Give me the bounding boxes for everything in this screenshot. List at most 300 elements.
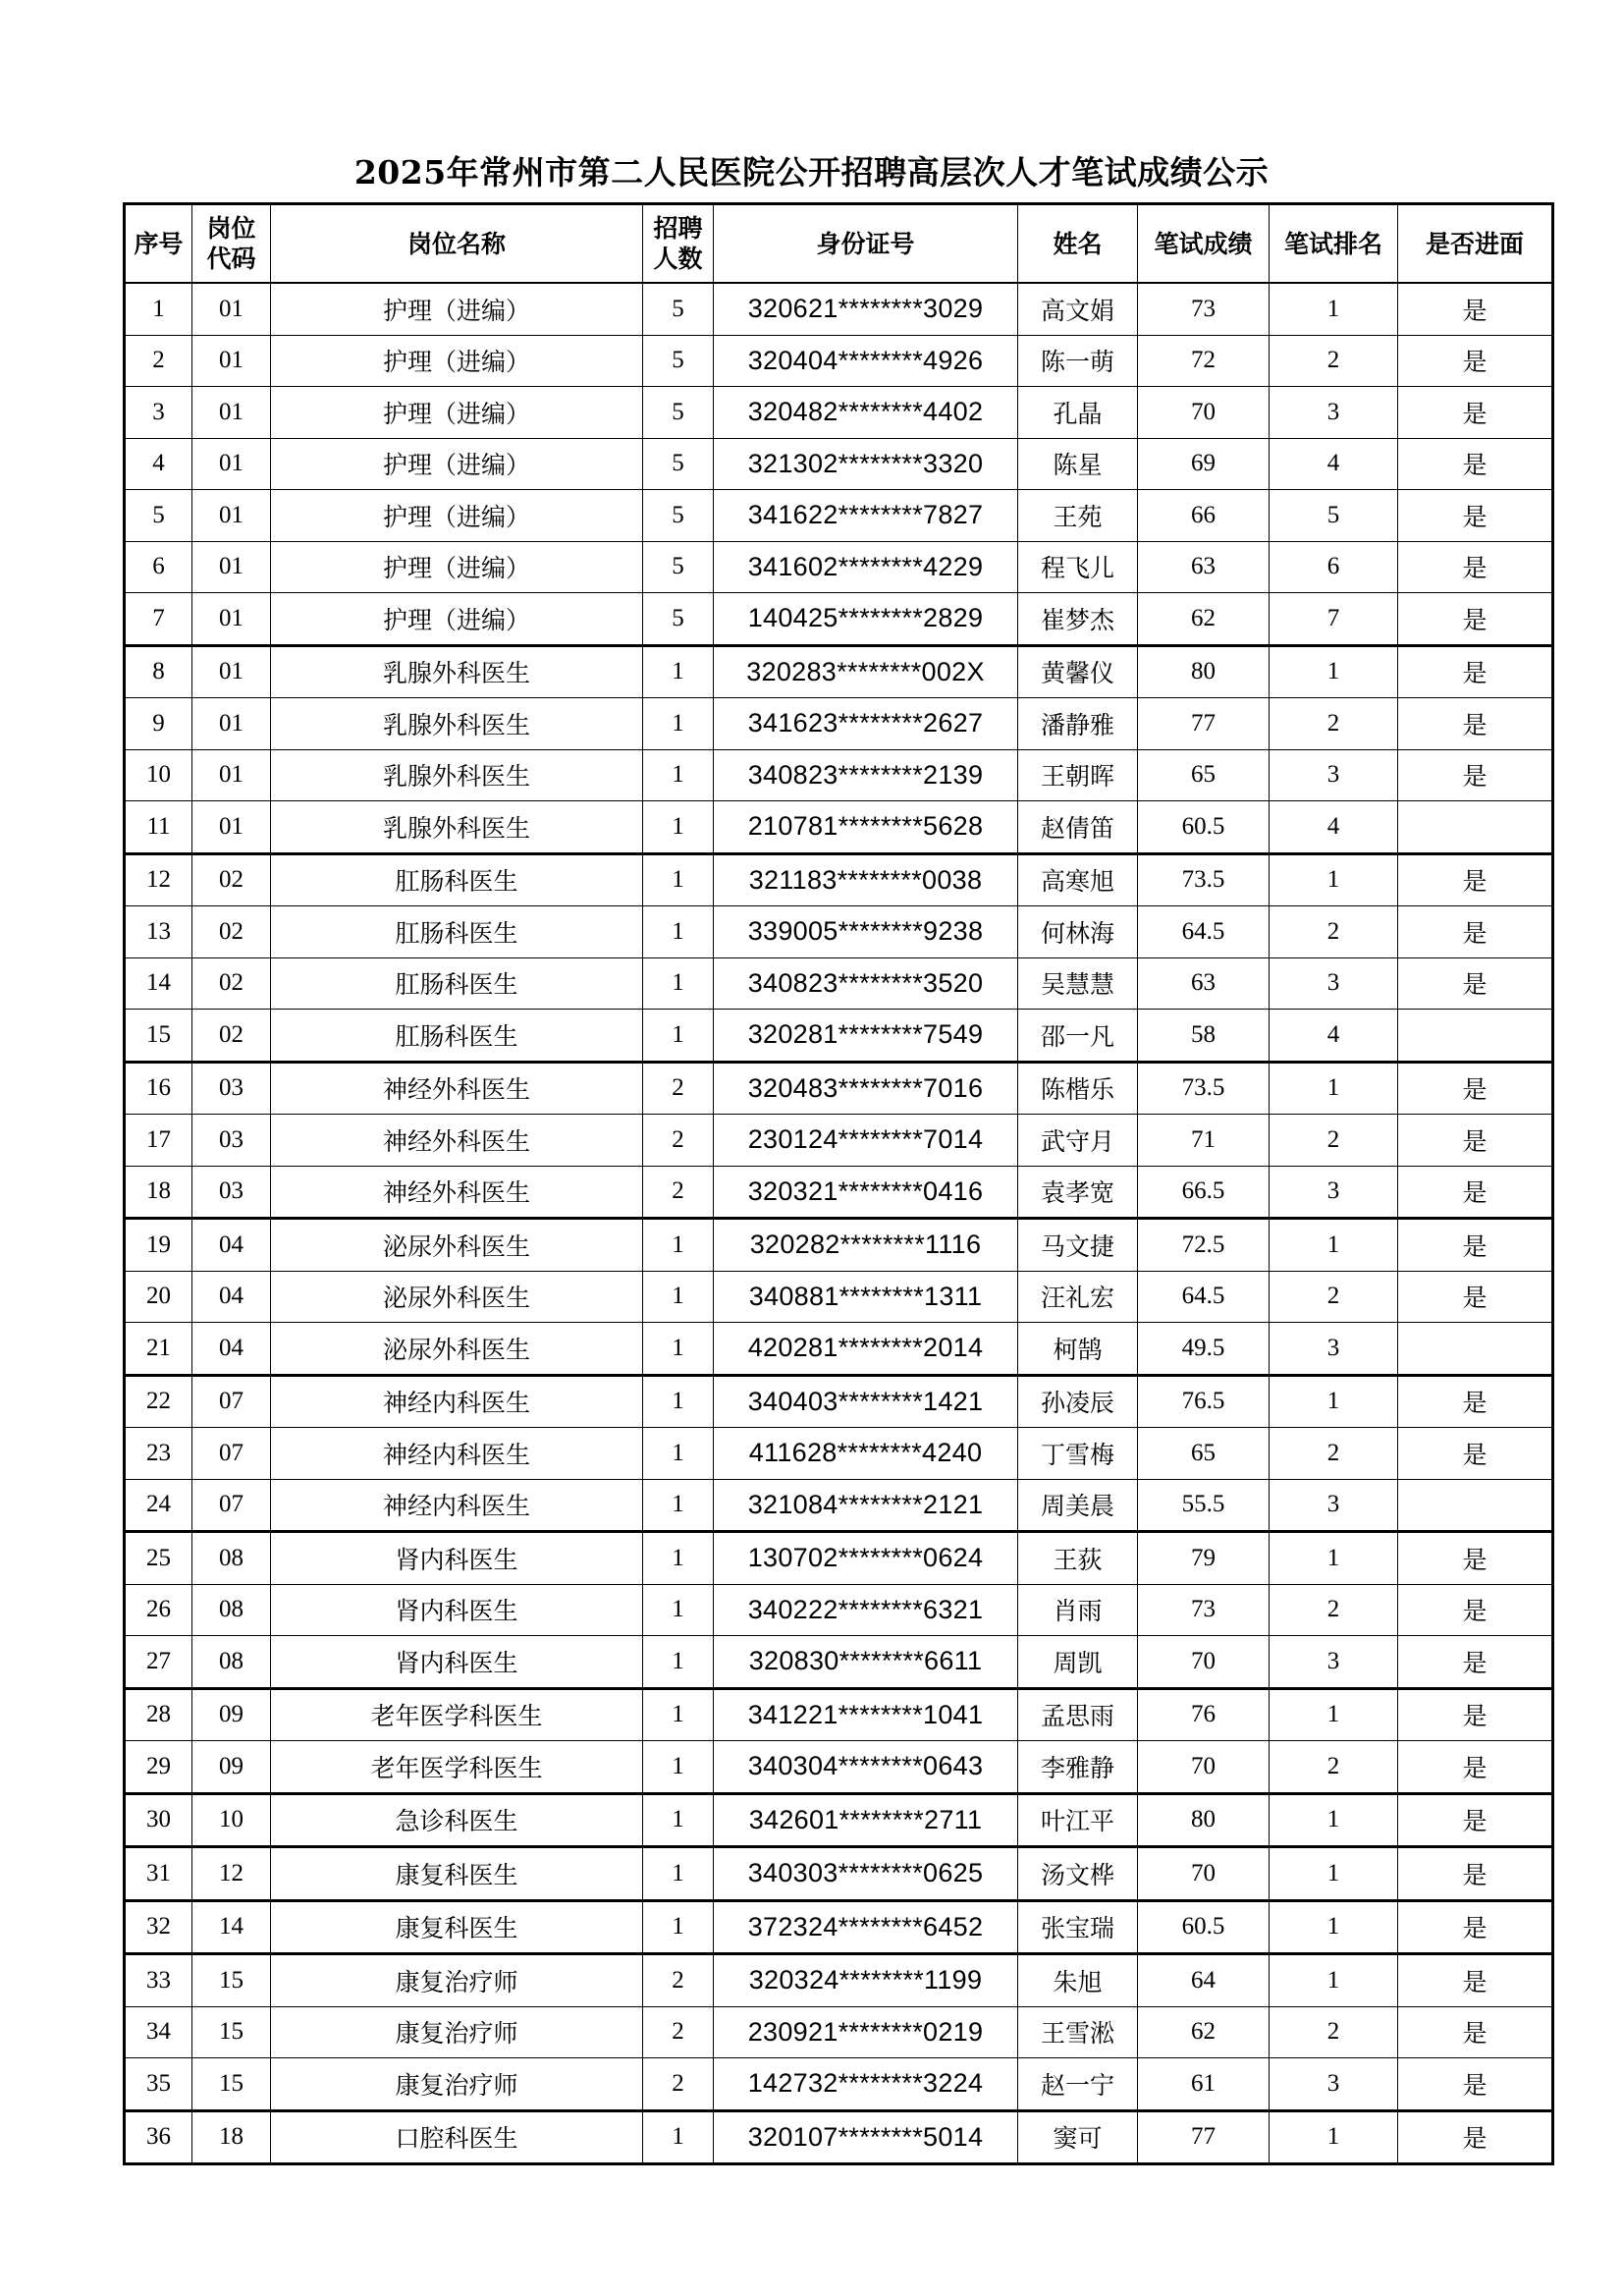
cell-name: 朱旭 [1018, 1954, 1138, 2007]
cell-rank: 3 [1270, 1166, 1398, 1219]
table-row [125, 2058, 1553, 2111]
cell-name: 崔梦杰 [1018, 593, 1138, 646]
table-row [125, 1954, 1553, 2007]
cell-score: 73.5 [1138, 853, 1270, 906]
cell-name: 王朝晖 [1018, 749, 1138, 801]
cell-id-number: 341623********2627 [714, 698, 1018, 750]
cell-interview: 是 [1398, 698, 1553, 750]
cell-score: 72 [1138, 335, 1270, 387]
cell-hires: 1 [643, 2110, 714, 2164]
cell-id-number: 341622********7827 [714, 490, 1018, 542]
cell-name: 丁雪梅 [1018, 1428, 1138, 1480]
cell-score: 72.5 [1138, 1219, 1270, 1272]
cell-rank: 1 [1270, 645, 1398, 698]
cell-post-name: 神经外科医生 [271, 1115, 643, 1167]
cell-hires: 5 [643, 490, 714, 542]
cell-seq: 1 [125, 283, 192, 335]
table-row [125, 1375, 1553, 1428]
cell-rank: 3 [1270, 957, 1398, 1010]
cell-name: 陈星 [1018, 438, 1138, 490]
cell-id-number: 411628********4240 [714, 1428, 1018, 1480]
cell-post-name: 乳腺外科医生 [271, 801, 643, 854]
cell-rank: 2 [1270, 1584, 1398, 1636]
table-row [125, 438, 1553, 490]
cell-id-number: 339005********9238 [714, 906, 1018, 958]
cell-id-number: 341221********1041 [714, 1688, 1018, 1741]
cell-name: 叶江平 [1018, 1793, 1138, 1847]
cell-seq: 8 [125, 645, 192, 698]
header-name: 姓名 [1018, 204, 1138, 284]
cell-seq: 9 [125, 698, 192, 750]
cell-name: 柯鹄 [1018, 1323, 1138, 1376]
table-row [125, 283, 1553, 335]
cell-id-number: 210781********5628 [714, 801, 1018, 854]
cell-rank: 3 [1270, 1636, 1398, 1689]
cell-rank: 1 [1270, 1219, 1398, 1272]
cell-interview: 是 [1398, 1271, 1553, 1323]
cell-name: 肖雨 [1018, 1584, 1138, 1636]
table-row [125, 593, 1553, 646]
cell-hires: 2 [643, 2058, 714, 2111]
cell-seq: 10 [125, 749, 192, 801]
cell-post-code: 01 [192, 645, 271, 698]
cell-post-name: 神经外科医生 [271, 1166, 643, 1219]
cell-score: 80 [1138, 645, 1270, 698]
cell-seq: 12 [125, 853, 192, 906]
cell-score: 63 [1138, 957, 1270, 1010]
cell-name: 高文娟 [1018, 283, 1138, 335]
cell-hires: 2 [643, 1115, 714, 1167]
cell-hires: 5 [643, 438, 714, 490]
cell-id-number: 340881********1311 [714, 1271, 1018, 1323]
cell-hires: 1 [643, 1688, 714, 1741]
cell-name: 马文捷 [1018, 1219, 1138, 1272]
cell-post-name: 神经内科医生 [271, 1479, 643, 1532]
cell-name: 王苑 [1018, 490, 1138, 542]
cell-score: 60.5 [1138, 1900, 1270, 1954]
table-row [125, 1636, 1553, 1689]
cell-name: 孙凌辰 [1018, 1375, 1138, 1428]
cell-post-code: 08 [192, 1532, 271, 1585]
cell-interview: 是 [1398, 1219, 1553, 1272]
cell-rank: 1 [1270, 1900, 1398, 1954]
cell-name: 王雪淞 [1018, 2006, 1138, 2058]
cell-name: 孟思雨 [1018, 1688, 1138, 1741]
header-post-code-line1: 岗位 [206, 214, 256, 243]
cell-post-name: 急诊科医生 [271, 1793, 643, 1847]
cell-post-code: 01 [192, 749, 271, 801]
table-row [125, 1062, 1553, 1115]
table-row [125, 645, 1553, 698]
header-row [125, 204, 1553, 284]
cell-post-code: 18 [192, 2110, 271, 2164]
cell-id-number: 320404********4926 [714, 335, 1018, 387]
cell-score: 62 [1138, 593, 1270, 646]
cell-post-code: 14 [192, 1900, 271, 1954]
cell-interview [1398, 801, 1553, 854]
cell-score: 66.5 [1138, 1166, 1270, 1219]
cell-post-code: 04 [192, 1271, 271, 1323]
cell-post-name: 护理（进编） [271, 541, 643, 593]
table-row [125, 1479, 1553, 1532]
cell-hires: 1 [643, 645, 714, 698]
cell-score: 70 [1138, 1847, 1270, 1901]
header-post-code [192, 204, 271, 284]
cell-hires: 1 [643, 906, 714, 958]
cell-post-name: 护理（进编） [271, 387, 643, 439]
cell-interview: 是 [1398, 1166, 1553, 1219]
cell-rank: 3 [1270, 387, 1398, 439]
cell-interview: 是 [1398, 1793, 1553, 1847]
cell-hires: 1 [643, 1479, 714, 1532]
cell-hires: 1 [643, 1584, 714, 1636]
cell-interview: 是 [1398, 1636, 1553, 1689]
cell-post-code: 15 [192, 1954, 271, 2007]
cell-hires: 1 [643, 1636, 714, 1689]
cell-interview: 是 [1398, 853, 1553, 906]
cell-post-name: 神经内科医生 [271, 1375, 643, 1428]
table-row [125, 1688, 1553, 1741]
table-row [125, 698, 1553, 750]
cell-rank: 1 [1270, 1062, 1398, 1115]
cell-name: 邵一凡 [1018, 1010, 1138, 1063]
cell-id-number: 340222********6321 [714, 1584, 1018, 1636]
cell-hires: 1 [643, 1532, 714, 1585]
cell-rank: 1 [1270, 1375, 1398, 1428]
cell-hires: 2 [643, 1954, 714, 2007]
cell-post-code: 15 [192, 2058, 271, 2111]
cell-hires: 2 [643, 1166, 714, 1219]
cell-seq: 22 [125, 1375, 192, 1428]
cell-id-number: 340303********0625 [714, 1847, 1018, 1901]
cell-post-name: 乳腺外科医生 [271, 749, 643, 801]
cell-score: 73 [1138, 1584, 1270, 1636]
cell-seq: 31 [125, 1847, 192, 1901]
cell-post-code: 02 [192, 853, 271, 906]
table-row [125, 1793, 1553, 1847]
cell-post-code: 01 [192, 335, 271, 387]
cell-name: 高寒旭 [1018, 853, 1138, 906]
cell-name: 武守月 [1018, 1115, 1138, 1167]
cell-score: 64.5 [1138, 1271, 1270, 1323]
cell-post-code: 01 [192, 438, 271, 490]
cell-post-code: 12 [192, 1847, 271, 1901]
cell-post-name: 护理（进编） [271, 283, 643, 335]
cell-name: 吴慧慧 [1018, 957, 1138, 1010]
cell-post-name: 康复治疗师 [271, 2006, 643, 2058]
cell-name: 张宝瑞 [1018, 1900, 1138, 1954]
cell-post-code: 04 [192, 1219, 271, 1272]
cell-hires: 1 [643, 1375, 714, 1428]
cell-post-name: 口腔科医生 [271, 2110, 643, 2164]
cell-id-number: 321302********3320 [714, 438, 1018, 490]
cell-seq: 7 [125, 593, 192, 646]
cell-seq: 6 [125, 541, 192, 593]
cell-post-name: 老年医学科医生 [271, 1688, 643, 1741]
cell-seq: 35 [125, 2058, 192, 2111]
cell-rank: 1 [1270, 2110, 1398, 2164]
cell-post-code: 15 [192, 2006, 271, 2058]
cell-id-number: 320282********1116 [714, 1219, 1018, 1272]
cell-id-number: 320482********4402 [714, 387, 1018, 439]
cell-score: 77 [1138, 2110, 1270, 2164]
cell-id-number: 320324********1199 [714, 1954, 1018, 2007]
cell-post-name: 康复治疗师 [271, 1954, 643, 2007]
score-table [123, 202, 1554, 2165]
header-seq: 序号 [125, 204, 192, 284]
table-row [125, 490, 1553, 542]
cell-id-number: 340823********3520 [714, 957, 1018, 1010]
cell-post-code: 01 [192, 490, 271, 542]
cell-hires: 1 [643, 698, 714, 750]
cell-id-number: 130702********0624 [714, 1532, 1018, 1585]
cell-post-name: 肛肠科医生 [271, 957, 643, 1010]
table-row [125, 1219, 1553, 1272]
cell-post-name: 泌尿外科医生 [271, 1271, 643, 1323]
header-score: 笔试成绩 [1138, 204, 1270, 284]
cell-post-code: 09 [192, 1741, 271, 1794]
cell-interview: 是 [1398, 438, 1553, 490]
cell-post-code: 01 [192, 698, 271, 750]
cell-name: 赵倩笛 [1018, 801, 1138, 854]
cell-id-number: 341602********4229 [714, 541, 1018, 593]
cell-post-name: 神经内科医生 [271, 1428, 643, 1480]
cell-interview: 是 [1398, 1532, 1553, 1585]
cell-id-number: 320621********3029 [714, 283, 1018, 335]
header-post-code-line2: 代码 [206, 245, 256, 273]
cell-name: 孔晶 [1018, 387, 1138, 439]
cell-name: 赵一宁 [1018, 2058, 1138, 2111]
cell-rank: 7 [1270, 593, 1398, 646]
cell-post-code: 07 [192, 1428, 271, 1480]
cell-rank: 6 [1270, 541, 1398, 593]
cell-interview: 是 [1398, 1584, 1553, 1636]
cell-post-name: 肾内科医生 [271, 1636, 643, 1689]
cell-interview: 是 [1398, 2006, 1553, 2058]
table-row [125, 1900, 1553, 1954]
cell-score: 63 [1138, 541, 1270, 593]
cell-rank: 2 [1270, 335, 1398, 387]
cell-name: 陈一萌 [1018, 335, 1138, 387]
table-row [125, 1428, 1553, 1480]
cell-score: 70 [1138, 1741, 1270, 1794]
cell-seq: 14 [125, 957, 192, 1010]
cell-post-code: 03 [192, 1115, 271, 1167]
cell-name: 周美晨 [1018, 1479, 1138, 1532]
cell-interview: 是 [1398, 906, 1553, 958]
cell-seq: 34 [125, 2006, 192, 2058]
cell-seq: 3 [125, 387, 192, 439]
cell-rank: 2 [1270, 698, 1398, 750]
cell-seq: 32 [125, 1900, 192, 1954]
cell-seq: 30 [125, 1793, 192, 1847]
cell-hires: 1 [643, 853, 714, 906]
cell-id-number: 321183********0038 [714, 853, 1018, 906]
cell-hires: 5 [643, 593, 714, 646]
cell-name: 何林海 [1018, 906, 1138, 958]
cell-seq: 19 [125, 1219, 192, 1272]
cell-interview: 是 [1398, 2058, 1553, 2111]
cell-seq: 21 [125, 1323, 192, 1376]
cell-interview: 是 [1398, 1428, 1553, 1480]
cell-name: 潘静雅 [1018, 698, 1138, 750]
header-interview: 是否进面 [1398, 204, 1553, 284]
cell-name: 王荻 [1018, 1532, 1138, 1585]
cell-rank: 2 [1270, 2006, 1398, 2058]
cell-seq: 20 [125, 1271, 192, 1323]
cell-name: 汤文桦 [1018, 1847, 1138, 1901]
cell-seq: 25 [125, 1532, 192, 1585]
table-row [125, 1741, 1553, 1794]
cell-seq: 2 [125, 335, 192, 387]
cell-post-code: 02 [192, 906, 271, 958]
cell-seq: 18 [125, 1166, 192, 1219]
cell-hires: 2 [643, 2006, 714, 2058]
cell-interview: 是 [1398, 283, 1553, 335]
cell-rank: 2 [1270, 1115, 1398, 1167]
cell-interview [1398, 1479, 1553, 1532]
cell-hires: 1 [643, 801, 714, 854]
cell-seq: 11 [125, 801, 192, 854]
cell-seq: 36 [125, 2110, 192, 2164]
cell-interview [1398, 1323, 1553, 1376]
cell-interview: 是 [1398, 335, 1553, 387]
cell-interview: 是 [1398, 749, 1553, 801]
cell-seq: 33 [125, 1954, 192, 2007]
cell-rank: 1 [1270, 1793, 1398, 1847]
cell-interview [1398, 1010, 1553, 1063]
cell-seq: 15 [125, 1010, 192, 1063]
cell-seq: 16 [125, 1062, 192, 1115]
cell-score: 64.5 [1138, 906, 1270, 958]
cell-id-number: 320281********7549 [714, 1010, 1018, 1063]
cell-id-number: 140425********2829 [714, 593, 1018, 646]
cell-post-code: 09 [192, 1688, 271, 1741]
cell-post-name: 护理（进编） [271, 593, 643, 646]
cell-interview: 是 [1398, 593, 1553, 646]
cell-interview: 是 [1398, 2110, 1553, 2164]
cell-interview: 是 [1398, 1375, 1553, 1428]
cell-post-name: 肾内科医生 [271, 1584, 643, 1636]
cell-name: 程飞儿 [1018, 541, 1138, 593]
cell-rank: 2 [1270, 1428, 1398, 1480]
header-hires-line1: 招聘 [653, 214, 703, 243]
cell-hires: 1 [643, 1741, 714, 1794]
cell-rank: 4 [1270, 1010, 1398, 1063]
cell-hires: 1 [643, 1793, 714, 1847]
cell-interview: 是 [1398, 1954, 1553, 2007]
cell-score: 66 [1138, 490, 1270, 542]
cell-name: 汪礼宏 [1018, 1271, 1138, 1323]
table-row [125, 2110, 1553, 2164]
cell-rank: 1 [1270, 283, 1398, 335]
cell-hires: 1 [643, 1219, 714, 1272]
cell-post-code: 07 [192, 1375, 271, 1428]
cell-score: 73 [1138, 283, 1270, 335]
cell-id-number: 372324********6452 [714, 1900, 1018, 1954]
cell-id-number: 342601********2711 [714, 1793, 1018, 1847]
cell-interview: 是 [1398, 1688, 1553, 1741]
cell-rank: 3 [1270, 1479, 1398, 1532]
table-body [125, 283, 1553, 2164]
cell-post-name: 康复科医生 [271, 1847, 643, 1901]
cell-rank: 1 [1270, 1532, 1398, 1585]
cell-rank: 1 [1270, 1688, 1398, 1741]
cell-id-number: 142732********3224 [714, 2058, 1018, 2111]
cell-post-name: 康复治疗师 [271, 2058, 643, 2111]
cell-post-name: 肛肠科医生 [271, 853, 643, 906]
cell-hires: 1 [643, 957, 714, 1010]
cell-post-code: 02 [192, 1010, 271, 1063]
cell-hires: 1 [643, 1428, 714, 1480]
table-row [125, 387, 1553, 439]
cell-name: 窦可 [1018, 2110, 1138, 2164]
document-title: 2025年常州市第二人民医院公开招聘高层次人才笔试成绩公示 [353, 153, 1270, 191]
cell-rank: 1 [1270, 853, 1398, 906]
cell-hires: 2 [643, 1062, 714, 1115]
cell-rank: 5 [1270, 490, 1398, 542]
cell-id-number: 230921********0219 [714, 2006, 1018, 2058]
table-header [125, 204, 1553, 284]
cell-name: 李雅静 [1018, 1741, 1138, 1794]
cell-post-code: 01 [192, 541, 271, 593]
table-row [125, 906, 1553, 958]
cell-score: 65 [1138, 1428, 1270, 1480]
header-post-name: 岗位名称 [271, 204, 643, 284]
cell-interview: 是 [1398, 1062, 1553, 1115]
cell-post-name: 泌尿外科医生 [271, 1323, 643, 1376]
cell-rank: 2 [1270, 1271, 1398, 1323]
cell-score: 76 [1138, 1688, 1270, 1741]
cell-score: 55.5 [1138, 1479, 1270, 1532]
cell-score: 65 [1138, 749, 1270, 801]
table-row [125, 801, 1553, 854]
cell-name: 黄馨仪 [1018, 645, 1138, 698]
cell-post-name: 肛肠科医生 [271, 1010, 643, 1063]
cell-id-number: 230124********7014 [714, 1115, 1018, 1167]
cell-id-number: 320107********5014 [714, 2110, 1018, 2164]
cell-post-name: 肾内科医生 [271, 1532, 643, 1585]
cell-post-name: 乳腺外科医生 [271, 645, 643, 698]
cell-interview: 是 [1398, 490, 1553, 542]
cell-rank: 1 [1270, 1954, 1398, 2007]
cell-id-number: 320321********0416 [714, 1166, 1018, 1219]
cell-post-code: 10 [192, 1793, 271, 1847]
cell-interview: 是 [1398, 1741, 1553, 1794]
cell-id-number: 320283********002X [714, 645, 1018, 698]
cell-seq: 27 [125, 1636, 192, 1689]
cell-post-code: 01 [192, 387, 271, 439]
cell-rank: 4 [1270, 801, 1398, 854]
table-row [125, 957, 1553, 1010]
cell-hires: 5 [643, 335, 714, 387]
header-rank: 笔试排名 [1270, 204, 1398, 284]
cell-post-code: 02 [192, 957, 271, 1010]
cell-seq: 23 [125, 1428, 192, 1480]
cell-hires: 1 [643, 1847, 714, 1901]
table-row [125, 541, 1553, 593]
cell-interview: 是 [1398, 387, 1553, 439]
table-row [125, 1323, 1553, 1376]
cell-name: 袁孝宽 [1018, 1166, 1138, 1219]
table-row [125, 1166, 1553, 1219]
cell-post-code: 07 [192, 1479, 271, 1532]
cell-post-code: 08 [192, 1636, 271, 1689]
cell-score: 77 [1138, 698, 1270, 750]
cell-seq: 26 [125, 1584, 192, 1636]
cell-hires: 5 [643, 541, 714, 593]
table-row [125, 1115, 1553, 1167]
